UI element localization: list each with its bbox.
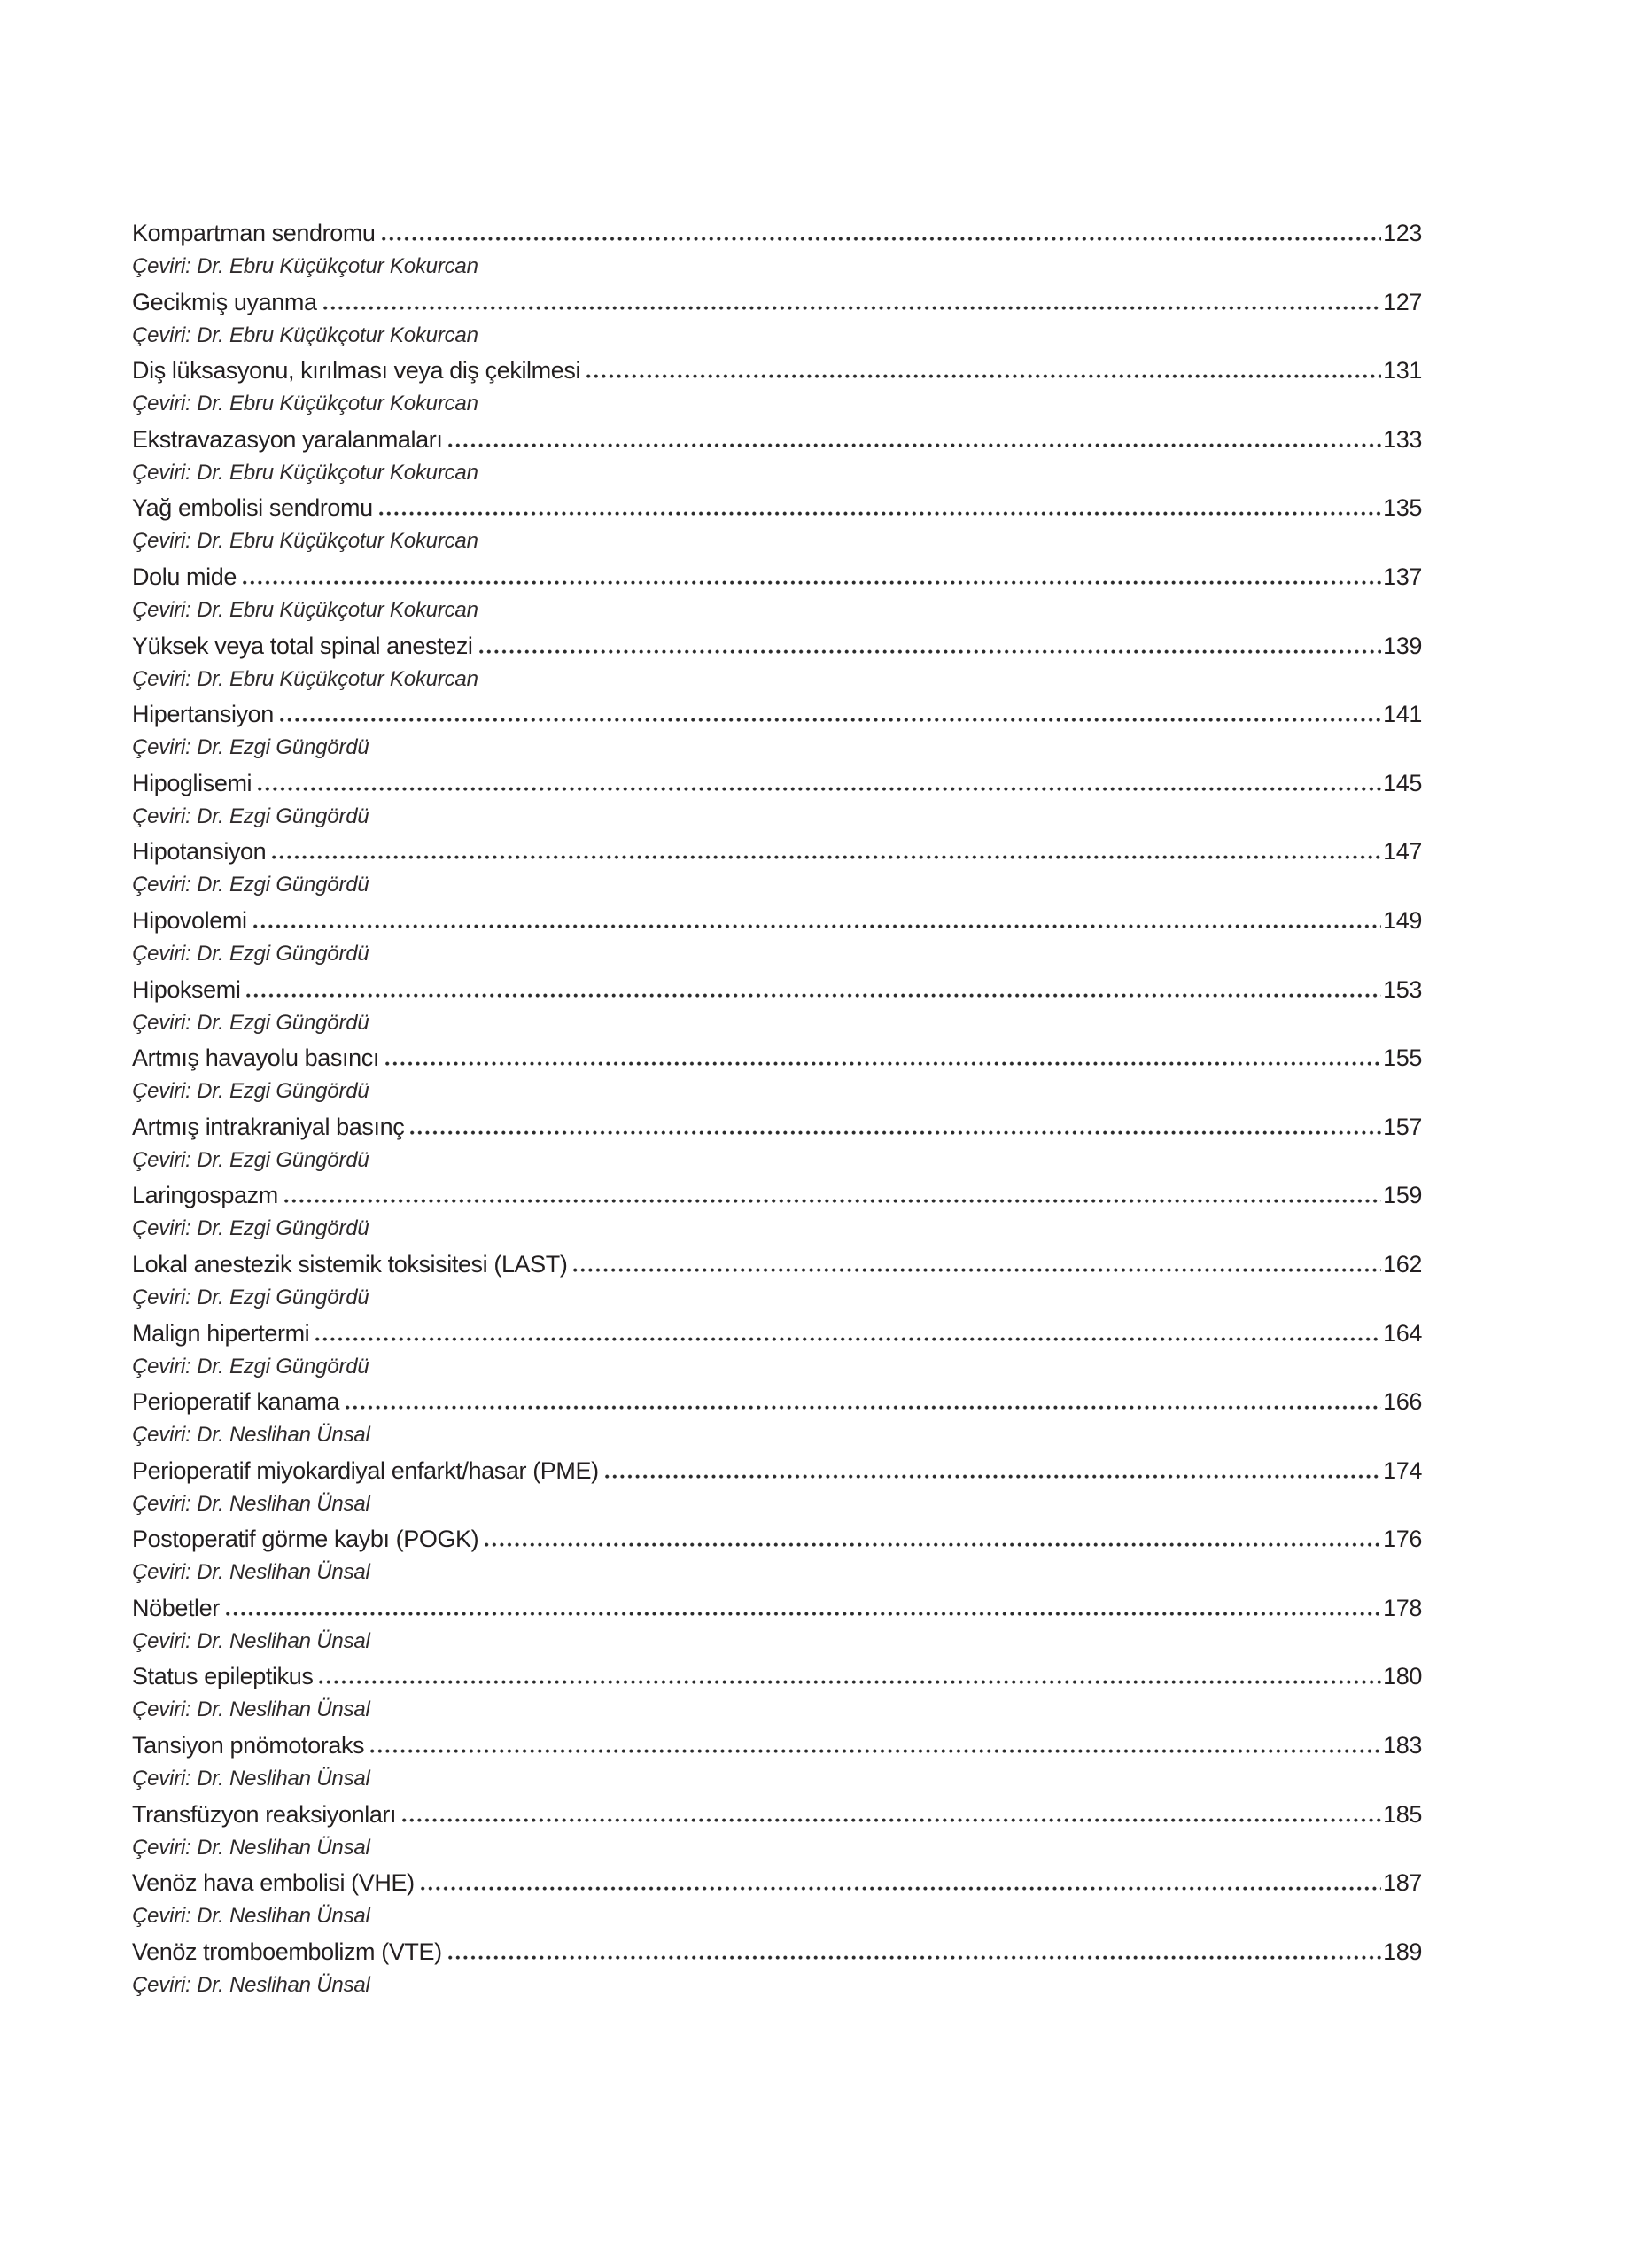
toc-entry-page-number: 137 <box>1383 563 1422 590</box>
toc-entry <box>132 422 1422 491</box>
toc-entry-page-number: 183 <box>1383 1732 1422 1759</box>
table-of-contents <box>132 215 1422 2002</box>
dot-leader <box>315 1337 1381 1341</box>
toc-entry-title: Artmış intrakraniyal basınç <box>132 1113 405 1140</box>
dot-leader <box>253 924 1382 928</box>
toc-entry-title-row <box>132 834 1422 869</box>
toc-entry-translator: Çeviri: Dr. Neslihan Ünsal <box>132 1628 370 1653</box>
dot-leader <box>586 374 1381 378</box>
toc-entry-page-number: 178 <box>1383 1594 1422 1621</box>
toc-entry-title-row <box>132 1865 1422 1900</box>
toc-entry-title-row <box>132 490 1422 525</box>
dot-leader <box>382 237 1382 241</box>
dot-leader <box>246 993 1381 998</box>
toc-entry-translator: Çeviri: Dr. Neslihan Ünsal <box>132 1697 370 1722</box>
toc-entry <box>132 559 1422 628</box>
toc-entry-title: Postoperatif görme kaybı (POGK) <box>132 1526 479 1553</box>
toc-entry-title: Perioperatif kanama <box>132 1388 340 1416</box>
toc-entry-translator: Çeviri: Dr. Ezgi Güngördü <box>132 1147 369 1172</box>
dot-leader <box>379 511 1381 516</box>
toc-entry-title: Hipertansiyon <box>132 701 274 728</box>
toc-entry-title-row <box>132 1316 1422 1351</box>
dot-leader <box>243 580 1381 585</box>
toc-entry <box>132 1453 1422 1522</box>
toc-entry-page-number: 131 <box>1383 357 1422 384</box>
toc-entry-page-number: 174 <box>1383 1456 1422 1484</box>
toc-entry-title-row <box>132 1177 1422 1213</box>
toc-entry-translator: Çeviri: Dr. Ezgi Güngördü <box>132 941 369 966</box>
toc-entry <box>132 284 1422 353</box>
toc-entry-title: Transfüzyon reaksiyonları <box>132 1800 397 1828</box>
toc-entry-translator: Çeviri: Dr. Ebru Küçükçotur Kokurcan <box>132 597 478 622</box>
toc-entry-title-row <box>132 1040 1422 1076</box>
toc-entry-translator: Çeviri: Dr. Neslihan Ünsal <box>132 1835 370 1860</box>
dot-leader <box>280 718 1381 722</box>
toc-entry-title: Hipoksemi <box>132 975 241 1003</box>
dot-leader <box>226 1612 1381 1616</box>
toc-entry-title: Hipovolemi <box>132 906 247 934</box>
toc-entry <box>132 1316 1422 1385</box>
toc-entry-translator: Çeviri: Dr. Ebru Küçükçotur Kokurcan <box>132 666 478 691</box>
toc-entry-page-number: 176 <box>1383 1526 1422 1553</box>
toc-entry-translator: Çeviri: Dr. Ezgi Güngördü <box>132 804 369 828</box>
toc-entry-title: Venöz hava embolisi (VHE) <box>132 1869 415 1897</box>
toc-entry-translator: Çeviri: Dr. Ezgi Güngördü <box>132 873 369 897</box>
toc-entry-title-row <box>132 353 1422 388</box>
toc-entry-title: Yüksek veya total spinal anestezi <box>132 632 473 659</box>
toc-entry-translator: Çeviri: Dr. Neslihan Ünsal <box>132 1491 370 1516</box>
toc-entry-title: Perioperatif miyokardiyal enfarkt/hasar (PME) <box>132 1456 599 1484</box>
dot-leader <box>319 1680 1381 1684</box>
toc-entry-title-row <box>132 559 1422 594</box>
toc-entry-title: Status epileptikus <box>132 1663 314 1690</box>
toc-entry <box>132 1177 1422 1247</box>
toc-entry-title-row <box>132 1384 1422 1419</box>
toc-entry-title: Gecikmiş uyanma <box>132 288 317 315</box>
toc-entry <box>132 1728 1422 1797</box>
dot-leader <box>410 1130 1381 1135</box>
toc-entry-page-number: 164 <box>1383 1319 1422 1347</box>
toc-entry <box>132 353 1422 422</box>
toc-entry-title: Diş lüksasyonu, kırılması veya diş çekilmesi <box>132 357 581 384</box>
toc-entry-title-row <box>132 1453 1422 1488</box>
toc-entry-title: Lokal anestezik sistemik toksisitesi (LAST) <box>132 1250 568 1278</box>
toc-entry-page-number: 162 <box>1383 1250 1422 1278</box>
toc-entry-title-row <box>132 422 1422 457</box>
toc-entry-page-number: 166 <box>1383 1388 1422 1416</box>
toc-entry-title: Laringospazm <box>132 1182 278 1209</box>
toc-entry-translator: Çeviri: Dr. Neslihan Ünsal <box>132 1972 370 1997</box>
dot-leader <box>485 1542 1381 1547</box>
toc-entry-page-number: 147 <box>1383 838 1422 866</box>
toc-entry <box>132 490 1422 559</box>
dot-leader <box>479 649 1382 654</box>
toc-entry-translator: Çeviri: Dr. Ezgi Güngördü <box>132 1354 369 1379</box>
toc-entry-title-row <box>132 1934 1422 1969</box>
toc-entry-translator: Çeviri: Dr. Ebru Küçükçotur Kokurcan <box>132 529 478 554</box>
dot-leader <box>323 306 1382 310</box>
toc-entry <box>132 1797 1422 1866</box>
toc-entry-page-number: 133 <box>1383 425 1422 453</box>
dot-leader <box>605 1474 1381 1479</box>
toc-entry-translator: Çeviri: Dr. Neslihan Ünsal <box>132 1904 370 1929</box>
toc-entry-title-row <box>132 1728 1422 1763</box>
toc-entry-translator: Çeviri: Dr. Ezgi Güngördü <box>132 1079 369 1104</box>
toc-entry-title: Malign hipertermi <box>132 1319 310 1347</box>
dot-leader <box>573 1268 1381 1272</box>
toc-entry-translator: Çeviri: Dr. Ezgi Güngördü <box>132 735 369 760</box>
toc-entry <box>132 1109 1422 1178</box>
toc-entry-page-number: 157 <box>1383 1113 1422 1140</box>
toc-entry-title: Hipoglisemi <box>132 769 252 796</box>
toc-entry <box>132 215 1422 284</box>
toc-entry <box>132 1658 1422 1728</box>
toc-entry-title-row <box>132 1590 1422 1626</box>
toc-entry-title-row <box>132 1247 1422 1282</box>
toc-entry-title-row <box>132 696 1422 732</box>
toc-entry <box>132 628 1422 697</box>
toc-entry-page-number: 123 <box>1383 220 1422 246</box>
toc-entry <box>132 1590 1422 1659</box>
toc-entry <box>132 1521 1422 1590</box>
toc-entry-translator: Çeviri: Dr. Ezgi Güngördü <box>132 1285 369 1309</box>
toc-entry-title-row <box>132 972 1422 1007</box>
toc-entry-translator: Çeviri: Dr. Ezgi Güngördü <box>132 1010 369 1035</box>
toc-entry-title: Ekstravazasyon yaralanmaları <box>132 425 443 453</box>
toc-entry-page-number: 155 <box>1383 1045 1422 1072</box>
toc-entry-page-number: 145 <box>1383 769 1422 796</box>
toc-entry <box>132 834 1422 903</box>
toc-entry-title-row <box>132 1109 1422 1145</box>
toc-entry-title-row <box>132 903 1422 938</box>
toc-entry-page-number: 135 <box>1383 494 1422 522</box>
toc-entry <box>132 696 1422 765</box>
toc-entry-page-number: 187 <box>1383 1869 1422 1897</box>
toc-entry-translator: Çeviri: Dr. Neslihan Ünsal <box>132 1767 370 1791</box>
toc-entry <box>132 1384 1422 1453</box>
toc-entry <box>132 765 1422 835</box>
toc-entry-title-row <box>132 765 1422 801</box>
toc-entry-title-row <box>132 1658 1422 1694</box>
toc-entry-page-number: 139 <box>1383 632 1422 659</box>
dot-leader <box>370 1749 1381 1753</box>
toc-entry-title: Dolu mide <box>132 563 237 590</box>
toc-entry-page-number: 180 <box>1383 1663 1422 1690</box>
toc-entry-title-row <box>132 628 1422 664</box>
toc-entry-page-number: 189 <box>1383 1938 1422 1965</box>
toc-entry-page-number: 159 <box>1383 1182 1422 1209</box>
toc-entry <box>132 1247 1422 1316</box>
toc-entry-title-row <box>132 1521 1422 1557</box>
toc-entry-translator: Çeviri: Dr. Neslihan Ünsal <box>132 1423 370 1448</box>
toc-entry-title-row <box>132 215 1422 251</box>
toc-entry-title: Tansiyon pnömotoraks <box>132 1732 365 1759</box>
toc-entry <box>132 1934 1422 2003</box>
toc-entry-title: Venöz tromboembolizm (VTE) <box>132 1938 442 1965</box>
toc-entry-translator: Çeviri: Dr. Ebru Küçükçotur Kokurcan <box>132 392 478 416</box>
toc-entry-title: Hipotansiyon <box>132 838 267 866</box>
toc-entry-title: Artmış havayolu basıncı <box>132 1045 379 1072</box>
toc-entry <box>132 903 1422 972</box>
toc-entry-page-number: 185 <box>1383 1800 1422 1828</box>
toc-entry-title-row <box>132 284 1422 320</box>
toc-entry-translator: Çeviri: Dr. Ebru Küçükçotur Kokurcan <box>132 322 478 347</box>
dot-leader <box>385 1061 1381 1066</box>
toc-entry-title: Kompartman sendromu <box>132 220 376 246</box>
dot-leader <box>448 443 1381 447</box>
toc-entry-translator: Çeviri: Dr. Ezgi Güngördü <box>132 1216 369 1241</box>
toc-entry-page-number: 141 <box>1383 701 1422 728</box>
toc-entry-page-number: 149 <box>1383 906 1422 934</box>
toc-entry-page-number: 153 <box>1383 975 1422 1003</box>
dot-leader <box>258 787 1381 791</box>
dot-leader <box>346 1405 1381 1410</box>
toc-entry-title: Nöbetler <box>132 1594 220 1621</box>
dot-leader <box>421 1886 1381 1891</box>
dot-leader <box>272 855 1381 859</box>
toc-entry-title: Yağ embolisi sendromu <box>132 494 373 522</box>
toc-entry-translator: Çeviri: Dr. Neslihan Ünsal <box>132 1560 370 1585</box>
toc-entry <box>132 972 1422 1041</box>
dot-leader <box>284 1199 1381 1203</box>
toc-entry-translator: Çeviri: Dr. Ebru Küçükçotur Kokurcan <box>132 460 478 485</box>
dot-leader <box>402 1818 1381 1822</box>
dot-leader <box>448 1955 1381 1960</box>
toc-entry-page-number: 127 <box>1383 288 1422 315</box>
toc-entry <box>132 1865 1422 1934</box>
toc-entry-translator: Çeviri: Dr. Ebru Küçükçotur Kokurcan <box>132 254 478 278</box>
toc-entry-title-row <box>132 1797 1422 1832</box>
toc-entry <box>132 1040 1422 1109</box>
